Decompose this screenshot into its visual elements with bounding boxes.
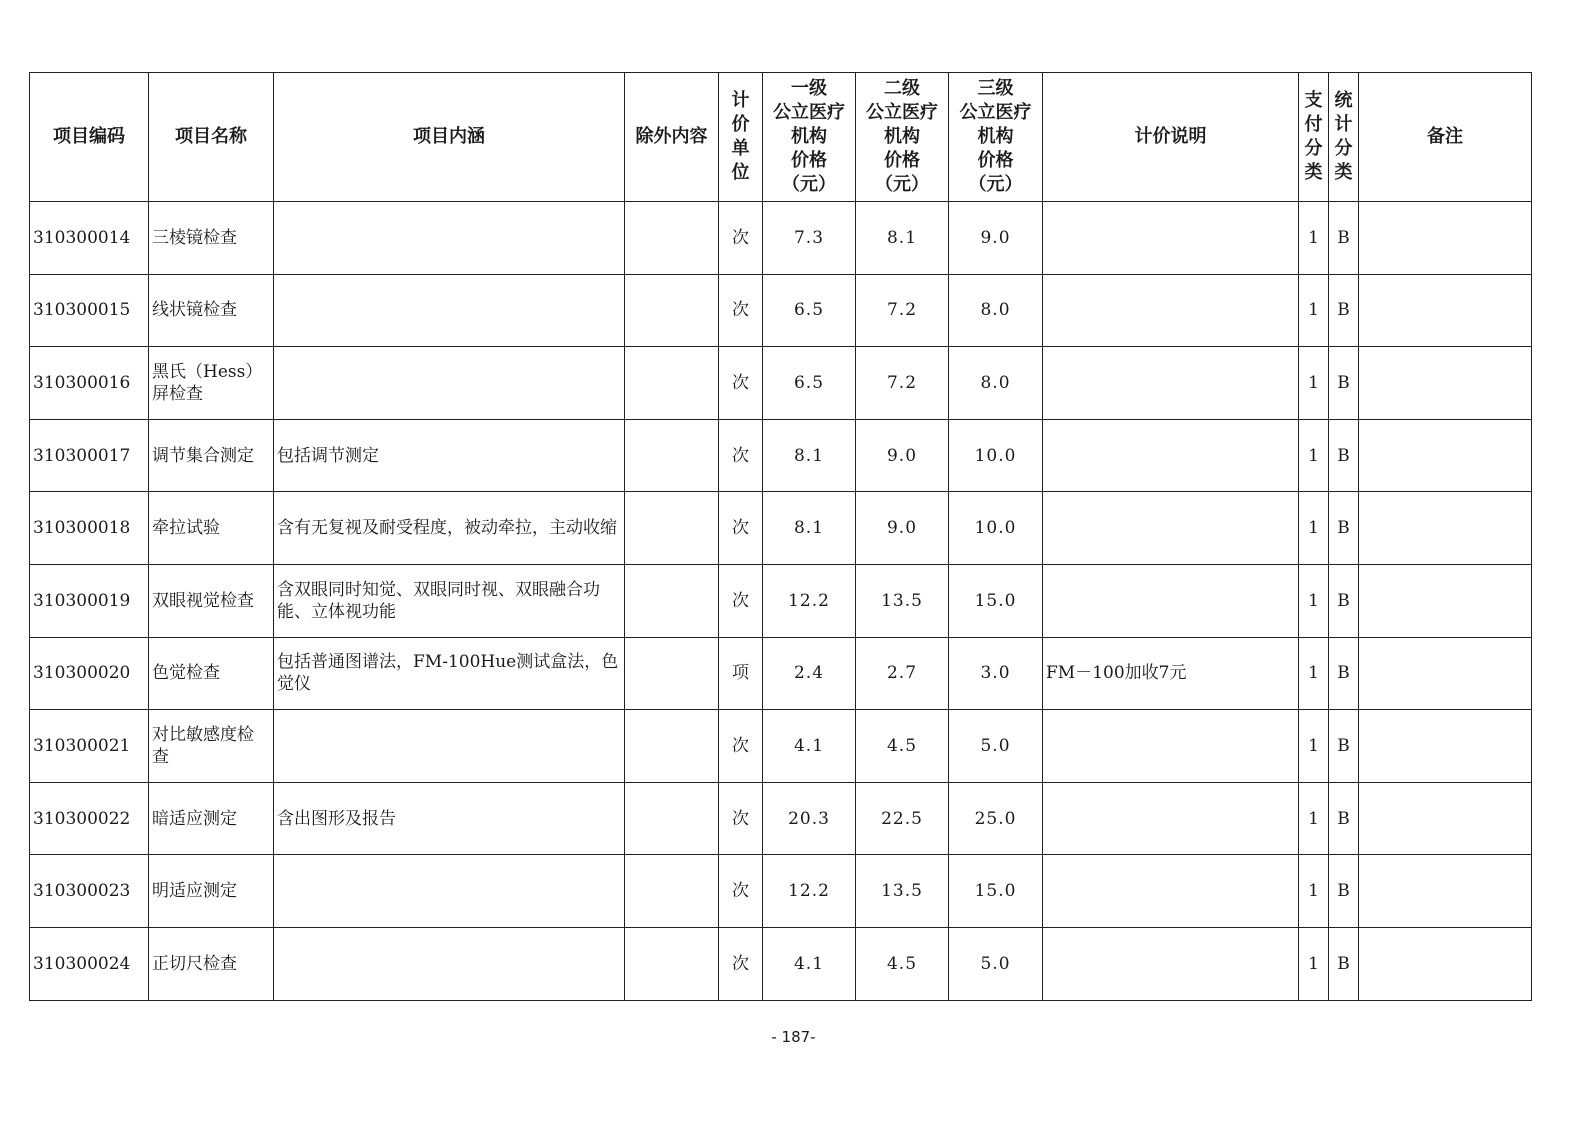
cell-level1-price: 2.4 xyxy=(763,637,856,710)
cell-pricing-note xyxy=(1043,492,1299,565)
cell-exclusion xyxy=(625,637,719,710)
cell-name: 线状镜检查 xyxy=(149,274,274,347)
cell-content xyxy=(274,202,625,275)
cell-stat-class: B xyxy=(1329,492,1359,565)
cell-pay-class: 1 xyxy=(1299,637,1329,710)
cell-stat-class: B xyxy=(1329,419,1359,492)
header-level1-line: 机构 xyxy=(791,126,827,147)
cell-level2-price: 13.5 xyxy=(856,855,949,928)
header-unit xyxy=(719,73,763,202)
cell-stat-class: B xyxy=(1329,347,1359,420)
cell-remark xyxy=(1359,564,1532,637)
cell-stat-class: B xyxy=(1329,564,1359,637)
cell-pay-class: 1 xyxy=(1299,855,1329,928)
table-row xyxy=(30,564,1532,637)
header-level2-line: 机构 xyxy=(884,126,920,147)
cell-remark xyxy=(1359,419,1532,492)
header-level2-line: 二级 xyxy=(884,78,920,99)
cell-level1-price: 6.5 xyxy=(763,347,856,420)
cell-level3-price: 10.0 xyxy=(949,419,1043,492)
header-level3-line: 公立医疗 xyxy=(959,102,1032,123)
cell-stat-class: B xyxy=(1329,637,1359,710)
cell-content: 含出图形及报告 xyxy=(274,782,625,855)
header-level3-line: （元） xyxy=(968,174,1023,195)
cell-exclusion xyxy=(625,782,719,855)
cell-unit: 次 xyxy=(719,782,763,855)
cell-level2-price: 2.7 xyxy=(856,637,949,710)
cell-name: 三棱镜检查 xyxy=(149,202,274,275)
header-stat-class-text: 统计分类 xyxy=(1334,90,1353,183)
cell-pay-class: 1 xyxy=(1299,202,1329,275)
cell-pricing-note xyxy=(1043,347,1299,420)
header-level3-line: 三级 xyxy=(977,78,1014,99)
cell-level1-price: 12.2 xyxy=(763,564,856,637)
header-pay-class-text: 支付分类 xyxy=(1304,90,1323,183)
cell-remark xyxy=(1359,637,1532,710)
header-level3-line: 价格 xyxy=(977,150,1014,171)
cell-level2-price: 8.1 xyxy=(856,202,949,275)
cell-content: 含有无复视及耐受程度，被动牵拉，主动收缩 xyxy=(274,492,625,565)
cell-code: 310300016 xyxy=(30,347,149,420)
cell-pricing-note xyxy=(1043,274,1299,347)
header-pay-class xyxy=(1299,73,1329,202)
cell-exclusion xyxy=(625,347,719,420)
cell-exclusion xyxy=(625,492,719,565)
cell-level2-price: 4.5 xyxy=(856,710,949,783)
cell-remark xyxy=(1359,202,1532,275)
table-row xyxy=(30,492,1532,565)
header-level1-line: （元） xyxy=(782,174,836,195)
cell-content xyxy=(274,927,625,1000)
cell-level3-price: 10.0 xyxy=(949,492,1043,565)
cell-level1-price: 7.3 xyxy=(763,202,856,275)
cell-level2-price: 22.5 xyxy=(856,782,949,855)
cell-remark xyxy=(1359,855,1532,928)
cell-remark xyxy=(1359,274,1532,347)
table-row xyxy=(30,782,1532,855)
header-stat-class xyxy=(1329,73,1359,202)
cell-level2-price: 13.5 xyxy=(856,564,949,637)
price-table xyxy=(29,72,1532,1001)
cell-level3-price: 15.0 xyxy=(949,564,1043,637)
header-level1-price xyxy=(763,73,856,202)
page-number: - 187- xyxy=(771,1028,816,1046)
header-level3-line: 机构 xyxy=(977,126,1014,147)
header-exclusion: 除外内容 xyxy=(625,73,719,202)
table-row xyxy=(30,202,1532,275)
cell-name: 黑氏（Hess）屏检查 xyxy=(149,347,274,420)
cell-code: 310300021 xyxy=(30,710,149,783)
cell-unit: 次 xyxy=(719,855,763,928)
cell-name: 正切尺检查 xyxy=(149,927,274,1000)
cell-name: 对比敏感度检查 xyxy=(149,710,274,783)
header-level1-line: 价格 xyxy=(791,150,827,171)
cell-remark xyxy=(1359,782,1532,855)
cell-exclusion xyxy=(625,927,719,1000)
cell-code: 310300024 xyxy=(30,927,149,1000)
cell-level3-price: 8.0 xyxy=(949,274,1043,347)
cell-level1-price: 4.1 xyxy=(763,927,856,1000)
cell-pay-class: 1 xyxy=(1299,347,1329,420)
cell-pay-class: 1 xyxy=(1299,710,1329,783)
table-row xyxy=(30,419,1532,492)
cell-code: 310300015 xyxy=(30,274,149,347)
cell-pricing-note xyxy=(1043,419,1299,492)
cell-remark xyxy=(1359,927,1532,1000)
cell-exclusion xyxy=(625,855,719,928)
cell-level3-price: 25.0 xyxy=(949,782,1043,855)
cell-stat-class: B xyxy=(1329,202,1359,275)
cell-level3-price: 9.0 xyxy=(949,202,1043,275)
cell-stat-class: B xyxy=(1329,710,1359,783)
cell-level1-price: 20.3 xyxy=(763,782,856,855)
table-row xyxy=(30,274,1532,347)
cell-unit: 次 xyxy=(719,710,763,783)
cell-exclusion xyxy=(625,274,719,347)
header-remarks: 备注 xyxy=(1359,73,1532,202)
cell-code: 310300020 xyxy=(30,637,149,710)
header-level2-line: 价格 xyxy=(884,150,920,171)
header-name: 项目名称 xyxy=(149,73,274,202)
cell-level3-price: 5.0 xyxy=(949,710,1043,783)
cell-content xyxy=(274,855,625,928)
cell-stat-class: B xyxy=(1329,782,1359,855)
table-row xyxy=(30,710,1532,783)
table-row xyxy=(30,637,1532,710)
cell-code: 310300019 xyxy=(30,564,149,637)
cell-pricing-note xyxy=(1043,202,1299,275)
cell-name: 调节集合测定 xyxy=(149,419,274,492)
header-row xyxy=(30,73,1532,202)
cell-content: 含双眼同时知觉、双眼同时视、双眼融合功能、立体视功能 xyxy=(274,564,625,637)
cell-unit: 次 xyxy=(719,564,763,637)
cell-level1-price: 6.5 xyxy=(763,274,856,347)
cell-name: 双眼视觉检查 xyxy=(149,564,274,637)
table-row xyxy=(30,347,1532,420)
cell-pricing-note xyxy=(1043,564,1299,637)
cell-code: 310300018 xyxy=(30,492,149,565)
cell-unit: 次 xyxy=(719,347,763,420)
cell-name: 色觉检查 xyxy=(149,637,274,710)
cell-pay-class: 1 xyxy=(1299,564,1329,637)
cell-level1-price: 8.1 xyxy=(763,492,856,565)
cell-unit: 次 xyxy=(719,274,763,347)
cell-remark xyxy=(1359,492,1532,565)
table-row xyxy=(30,927,1532,1000)
cell-unit: 次 xyxy=(719,202,763,275)
cell-content: 包括调节测定 xyxy=(274,419,625,492)
cell-pricing-note: FM－100加收7元 xyxy=(1043,637,1299,710)
cell-exclusion xyxy=(625,419,719,492)
cell-name: 明适应测定 xyxy=(149,855,274,928)
cell-stat-class: B xyxy=(1329,927,1359,1000)
cell-unit: 次 xyxy=(719,927,763,1000)
header-level2-line: 公立医疗 xyxy=(866,102,938,123)
header-content: 项目内涵 xyxy=(274,73,625,202)
cell-stat-class: B xyxy=(1329,855,1359,928)
cell-level3-price: 5.0 xyxy=(949,927,1043,1000)
header-level1-line: 公立医疗 xyxy=(773,102,845,123)
cell-exclusion xyxy=(625,710,719,783)
cell-remark xyxy=(1359,347,1532,420)
header-pricing-note: 计价说明 xyxy=(1043,73,1299,202)
cell-pricing-note xyxy=(1043,855,1299,928)
cell-pricing-note xyxy=(1043,927,1299,1000)
cell-level2-price: 9.0 xyxy=(856,419,949,492)
cell-pay-class: 1 xyxy=(1299,782,1329,855)
cell-unit: 次 xyxy=(719,419,763,492)
cell-content xyxy=(274,710,625,783)
cell-content: 包括普通图谱法，FM-100Hue测试盒法，色觉仪 xyxy=(274,637,625,710)
cell-name: 牵拉试验 xyxy=(149,492,274,565)
header-level1-line: 一级 xyxy=(791,78,827,99)
cell-level2-price: 7.2 xyxy=(856,274,949,347)
cell-unit: 次 xyxy=(719,492,763,565)
cell-level1-price: 4.1 xyxy=(763,710,856,783)
cell-code: 310300023 xyxy=(30,855,149,928)
cell-code: 310300022 xyxy=(30,782,149,855)
cell-content xyxy=(274,274,625,347)
cell-stat-class: B xyxy=(1329,274,1359,347)
cell-code: 310300017 xyxy=(30,419,149,492)
cell-name: 暗适应测定 xyxy=(149,782,274,855)
cell-exclusion xyxy=(625,564,719,637)
cell-level3-price: 8.0 xyxy=(949,347,1043,420)
header-unit-text: 计价单位 xyxy=(731,90,750,183)
cell-exclusion xyxy=(625,202,719,275)
cell-level3-price: 15.0 xyxy=(949,855,1043,928)
header-code: 项目编码 xyxy=(30,73,149,202)
cell-pay-class: 1 xyxy=(1299,419,1329,492)
cell-level1-price: 8.1 xyxy=(763,419,856,492)
cell-level2-price: 9.0 xyxy=(856,492,949,565)
cell-content xyxy=(274,347,625,420)
cell-pay-class: 1 xyxy=(1299,492,1329,565)
cell-pricing-note xyxy=(1043,782,1299,855)
cell-level2-price: 4.5 xyxy=(856,927,949,1000)
cell-unit: 项 xyxy=(719,637,763,710)
cell-level2-price: 7.2 xyxy=(856,347,949,420)
header-level3-price xyxy=(949,73,1043,202)
cell-remark xyxy=(1359,710,1532,783)
cell-pay-class: 1 xyxy=(1299,274,1329,347)
cell-level1-price: 12.2 xyxy=(763,855,856,928)
cell-pricing-note xyxy=(1043,710,1299,783)
cell-code: 310300014 xyxy=(30,202,149,275)
cell-pay-class: 1 xyxy=(1299,927,1329,1000)
header-level2-price xyxy=(856,73,949,202)
cell-level3-price: 3.0 xyxy=(949,637,1043,710)
header-level2-line: （元） xyxy=(875,174,929,195)
table-row xyxy=(30,855,1532,928)
